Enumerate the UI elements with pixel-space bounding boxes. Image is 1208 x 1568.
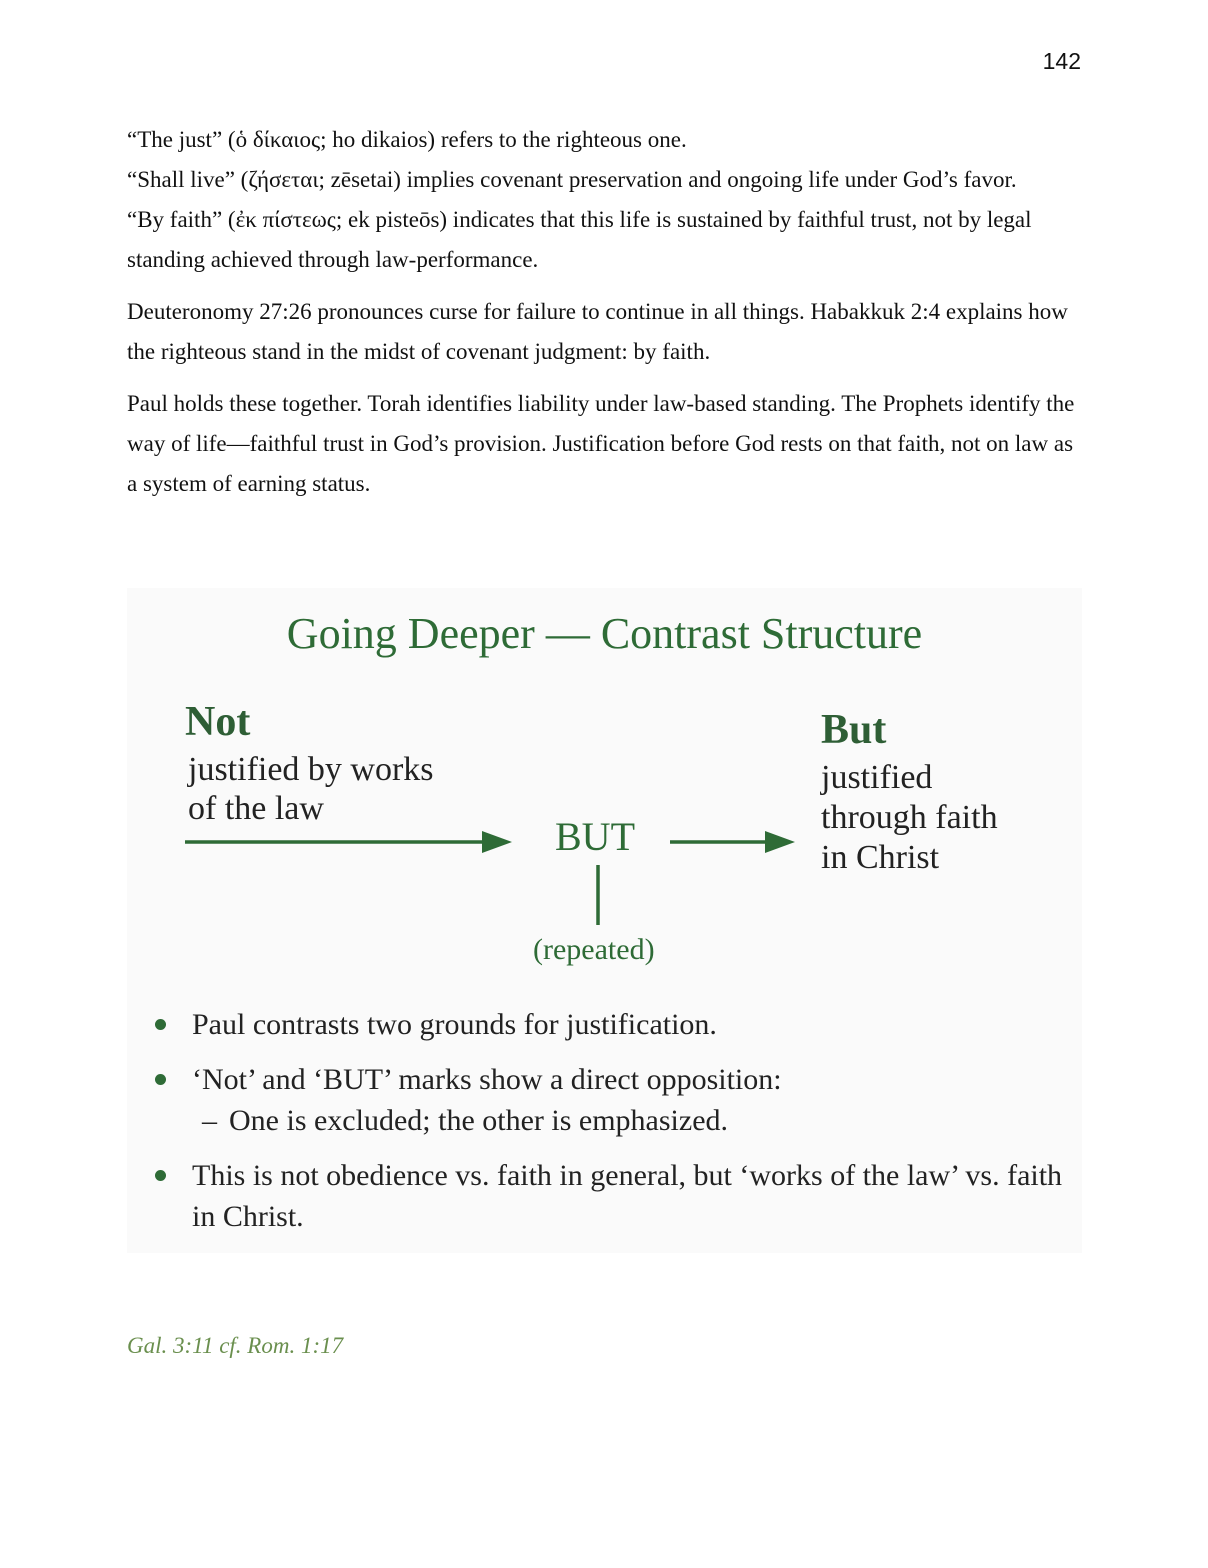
right-description-line: in Christ: [821, 839, 940, 876]
bullet-text: Paul contrasts two grounds for justification.: [192, 1008, 717, 1041]
repeated-note: (repeated): [533, 933, 655, 966]
paragraph-deuteronomy: Deuteronomy 27:26 pronounces curse for failure to continue in all things. Habakkuk 2:4 explains how the righteous stand in the midst of covenant judgment: by faith.: [127, 299, 1068, 364]
bullet-text: ‘Not’ and ‘BUT’ marks show a direct opposition:: [192, 1063, 782, 1096]
left-arrow-head: [482, 831, 512, 853]
bullet-dot-icon: [155, 1074, 166, 1085]
right-arrow-head: [765, 831, 795, 853]
list-item: [155, 1059, 1075, 1141]
bullet-list: [155, 1004, 1075, 1251]
sub-bullet-text: One is excluded; the other is emphasized.: [229, 1104, 729, 1137]
definition-line-by-faith: “By faith” (ἐκ πίστεως; ek pisteōs) indicates that this life is sustained by faithful trust, not by legal standing achieved through law-performance.: [127, 207, 1032, 272]
figure-title: Going Deeper — Contrast Structure: [286, 609, 923, 658]
but-heading: But: [821, 707, 887, 753]
right-description: [821, 758, 1061, 878]
left-description-line: justified by works: [188, 751, 434, 788]
paragraph-paul: Paul holds these together. Torah identifies liability under law-based standing. The Prophets identify the way of life—faithful trust in God’s provision. Justification before God rests on that faith, not on law as a system of earning status.: [127, 391, 1075, 496]
list-item: [155, 1155, 1075, 1237]
bullet-dot-icon: [155, 1170, 166, 1181]
bullet-dot-icon: [155, 1019, 166, 1030]
left-description-line: of the law: [188, 790, 324, 827]
body-text: [127, 120, 1087, 504]
right-description-line: through faith: [821, 799, 998, 836]
bullet-text: This is not obedience vs. faith in general, but ‘works of the law’ vs. faith in Christ.: [192, 1159, 1063, 1233]
sub-bullet-dash: –: [202, 1104, 217, 1137]
definition-line-shall-live: “Shall live” (ζήσεται; zēsetai) implies covenant preservation and ongoing life under God’s favor.: [127, 167, 1017, 192]
not-heading: Not: [185, 699, 251, 745]
sub-bullet: [192, 1100, 1075, 1141]
definition-line-just: “The just” (ὁ δίκαιος; ho dikaios) refers to the righteous one.: [127, 127, 687, 152]
center-but-label: BUT: [555, 814, 635, 859]
list-item: [155, 1004, 1075, 1045]
right-description-line: justified: [821, 759, 933, 796]
contrast-structure-figure: [127, 588, 1082, 1253]
page-number: 142: [1042, 48, 1081, 74]
scripture-citation: Gal. 3:11 cf. Rom. 1:17: [127, 1333, 344, 1358]
